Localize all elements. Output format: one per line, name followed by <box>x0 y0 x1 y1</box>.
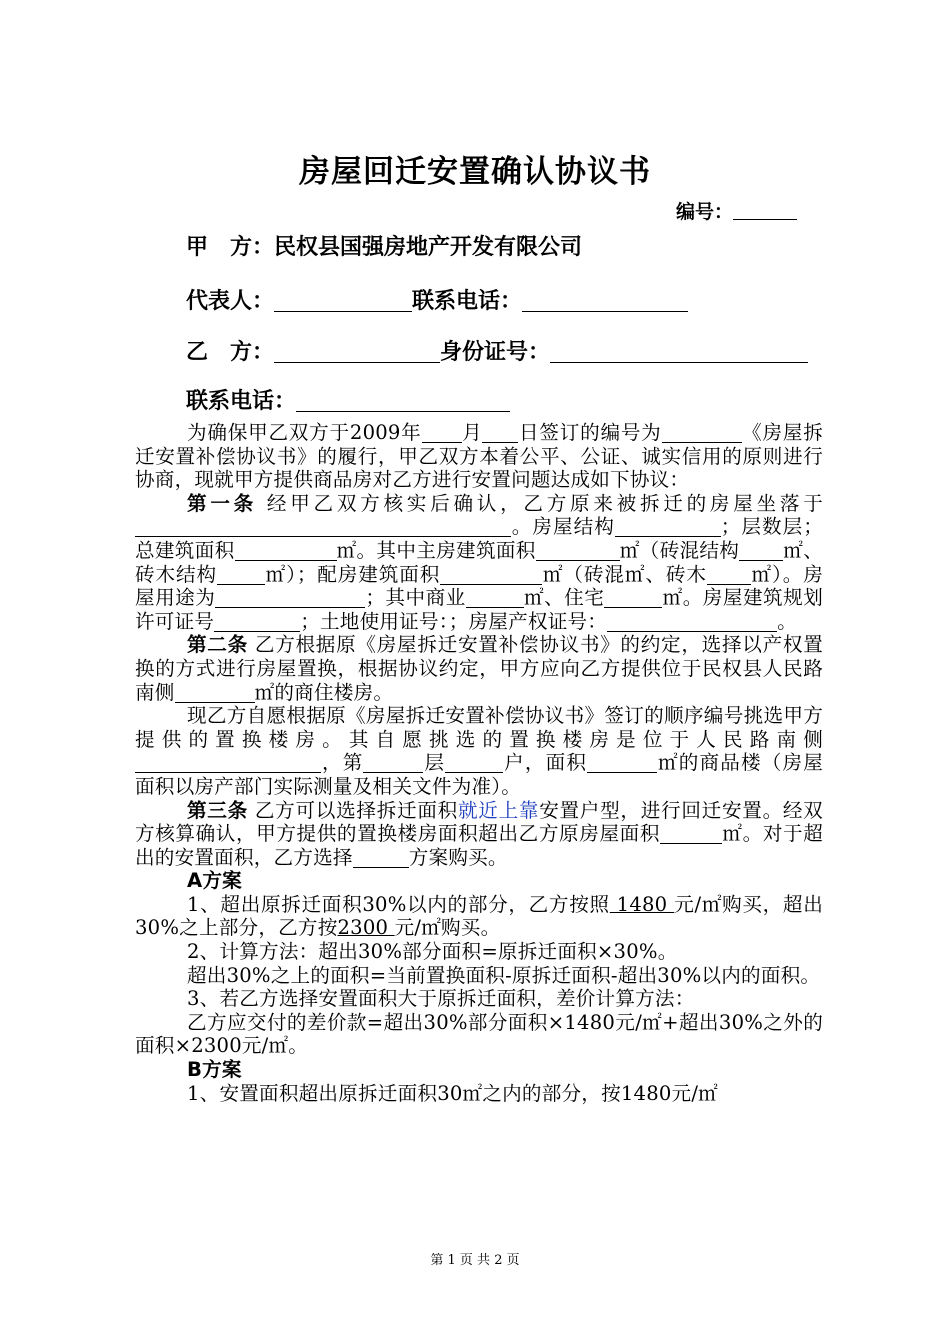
article-2-p2-end: ㎡的商品楼（房屋面积以房产部门实际测量及相关文件为准）。 <box>135 751 823 798</box>
representative-line <box>186 284 688 315</box>
article-1-property-cert: ；房屋产权证号： <box>448 609 608 633</box>
usage-blank <box>215 588 365 608</box>
excess-area-blank <box>660 824 722 844</box>
contact-phone-line <box>186 384 510 415</box>
plan-a-item-1-text-3: 元/㎡购买。 <box>394 916 501 940</box>
id-number-label: 身份证号： <box>440 340 551 365</box>
article-3-text: 乙方可以选择拆迁面积 <box>247 798 458 822</box>
permit-blank <box>214 612 300 632</box>
contact-phone-label: 联系电话： <box>412 289 523 314</box>
article-3-text-4: 方案购买。 <box>408 845 508 869</box>
article-1-main-area: ㎡。其中主房建筑面积 <box>336 538 536 562</box>
article-1-residential: ㎡、住宅 <box>523 586 605 610</box>
intro-paragraph <box>135 421 823 492</box>
intro-text-2: 月 <box>461 421 483 444</box>
article-1-aux-brick-wood: ㎡、砖木 <box>624 562 707 586</box>
document-title: 房屋回迁安置确认协议书 <box>299 154 651 190</box>
article-2-text: 乙方根据原《房屋拆迁安置补偿协议书》的约定，选择以产权置换的方式进行房屋置换，根据协议约定，甲方应向乙方提供位于民权县人民路南侧 <box>135 633 823 704</box>
article-1-label: 第一条 <box>187 491 257 515</box>
intro-text-1: 为确保甲乙双方于2009年 <box>187 421 422 444</box>
agreement-body <box>135 421 823 1105</box>
id-number-blank <box>550 340 808 363</box>
structure-blank <box>615 517 721 537</box>
aux-area-blank <box>440 565 542 585</box>
commercial-blank <box>466 588 524 608</box>
party-b-label: 乙 方： <box>186 340 275 365</box>
main-area-blank <box>536 541 620 561</box>
article-2-p2-area: 户，面积 <box>503 751 588 775</box>
article-1-commercial: ；其中商业 <box>365 586 466 610</box>
article-1-brick-wood: ㎡、砖木结构 <box>135 538 823 586</box>
plan-a-item-3: 3、若乙方选择安置面积大于原拆迁面积，差价计算方法： <box>187 987 695 1011</box>
property-cert-blank <box>607 612 777 632</box>
total-area-blank <box>235 541 337 561</box>
month-blank <box>422 423 462 443</box>
article-1-floors: ；层数 <box>720 515 783 539</box>
plan-a-item-1-text-2: 元/㎡购买，超出30%之上部分，乙方按 <box>135 892 824 940</box>
article-2 <box>135 633 823 704</box>
party-b-blank <box>274 340 440 363</box>
page-footer: 第 1 页 共 2 页 <box>430 1253 520 1268</box>
plan-a-item-2b: 超出30%之上的面积=当前置换面积-原拆迁面积-超出30%以内的面积。 <box>187 963 821 987</box>
article-1-aux-area: ㎡）；配房建筑面积 <box>264 562 441 586</box>
location-blank <box>135 517 511 537</box>
plan-b-item-1: 1、安置面积超出原拆迁面积30㎡之内的部分，按1480元/㎡ <box>187 1081 718 1105</box>
article-3-text-3: ㎡。对于超出的安置面积，乙方选择 <box>135 822 823 869</box>
residential-blank <box>604 588 662 608</box>
article-2-label: 第二条 <box>187 633 248 657</box>
doc-number-label: 编号： <box>676 201 734 223</box>
party-a-line <box>186 230 582 261</box>
day-blank <box>482 423 518 443</box>
article-2-paragraph-2 <box>135 704 823 798</box>
article-1-usage: ㎡）。房屋用途为 <box>135 562 823 610</box>
aux-brick-wood-blank <box>707 565 751 585</box>
offered-area-blank <box>175 683 255 703</box>
plan-a-price-1: 1480 <box>609 892 675 916</box>
article-1 <box>135 492 823 634</box>
contact-phone-label-2: 联系电话： <box>186 389 297 414</box>
agreement-number-blank <box>662 423 742 443</box>
floor-blank <box>363 753 423 773</box>
article-3 <box>135 799 823 870</box>
article-1-aux-brick-concrete: ㎡（砖混 <box>542 562 625 586</box>
chosen-area-blank <box>587 753 657 773</box>
plan-a-item-3b: 乙方应交付的差价款=超出30%部分面积×1480元/㎡+超出30%之外的面积×2300元/㎡。 <box>135 1010 823 1058</box>
plan-choice-blank <box>353 848 409 868</box>
party-a-value: 民权县国强房地产开发有限公司 <box>274 235 583 260</box>
intro-text-3: 日签订的编号为 <box>518 421 662 444</box>
plan-b-heading <box>135 1058 823 1082</box>
party-a-label: 甲 方： <box>186 235 275 260</box>
article-1-text: 经甲乙双方核实后确认，乙方原来被拆迁的房屋坐落于 <box>256 491 823 515</box>
plan-a-item-2: 2、计算方法：超出30%部分面积=原拆迁面积×30%。 <box>187 940 678 964</box>
article-3-highlight: 就近上靠 <box>457 798 540 822</box>
article-2-p2-floor: ，第 <box>321 751 364 775</box>
article-1-land-cert: ；土地使用证号： <box>300 609 449 633</box>
plan-a-heading <box>135 869 823 893</box>
article-3-label: 第三条 <box>187 798 248 822</box>
contact-phone-blank-2 <box>296 389 510 412</box>
doc-number-blank <box>733 201 797 220</box>
party-b-line <box>186 335 808 366</box>
plan-a-label: A方案 <box>187 869 242 893</box>
article-1-total-area: 层；总建筑面积 <box>135 515 823 562</box>
brick-wood-blank <box>217 565 265 585</box>
article-1-end: 。 <box>777 609 797 633</box>
plan-a-price-2: 2300 <box>337 916 395 940</box>
article-2-p2-unit: 层 <box>423 751 446 775</box>
contact-phone-blank <box>522 289 688 312</box>
representative-label: 代表人： <box>186 289 275 314</box>
plan-a-item-1 <box>135 893 823 940</box>
intro-text-4: 《房屋拆迁安置补偿协议书》的履行，甲乙双方本着公平、公证、诚实信用的原则进行协商，现就甲方提供商品房对乙方进行安置问题达成如下协议： <box>135 421 823 492</box>
article-1-brick-concrete: ㎡（砖混结构 <box>619 538 740 562</box>
article-1-permit: ㎡。房屋建筑规划许可证号 <box>135 586 823 633</box>
article-2-p2-text: 现乙方自愿根据原《房屋拆迁安置补偿协议书》签订的顺序编号挑选甲方提供的置换楼房。其自愿挑选的置换楼房是位于人民路南侧 <box>135 704 823 751</box>
chosen-location-blank <box>135 753 321 773</box>
representative-blank <box>274 289 412 312</box>
doc-number <box>676 197 797 224</box>
article-2-text-2: ㎡的商住楼房。 <box>254 680 394 704</box>
plan-a-item-1-text: 1、超出原拆迁面积30%以内的部分，乙方按照 <box>187 892 610 916</box>
brick-concrete-blank <box>739 541 783 561</box>
unit-blank <box>445 753 503 773</box>
plan-b-label: B方案 <box>187 1058 242 1082</box>
article-3-text-2: 安置户型，进行回迁安置。经双方核算确认，甲方提供的置换楼房面积超出乙方原房屋面积 <box>135 798 823 846</box>
article-1-structure: 。房屋结构 <box>511 515 615 539</box>
